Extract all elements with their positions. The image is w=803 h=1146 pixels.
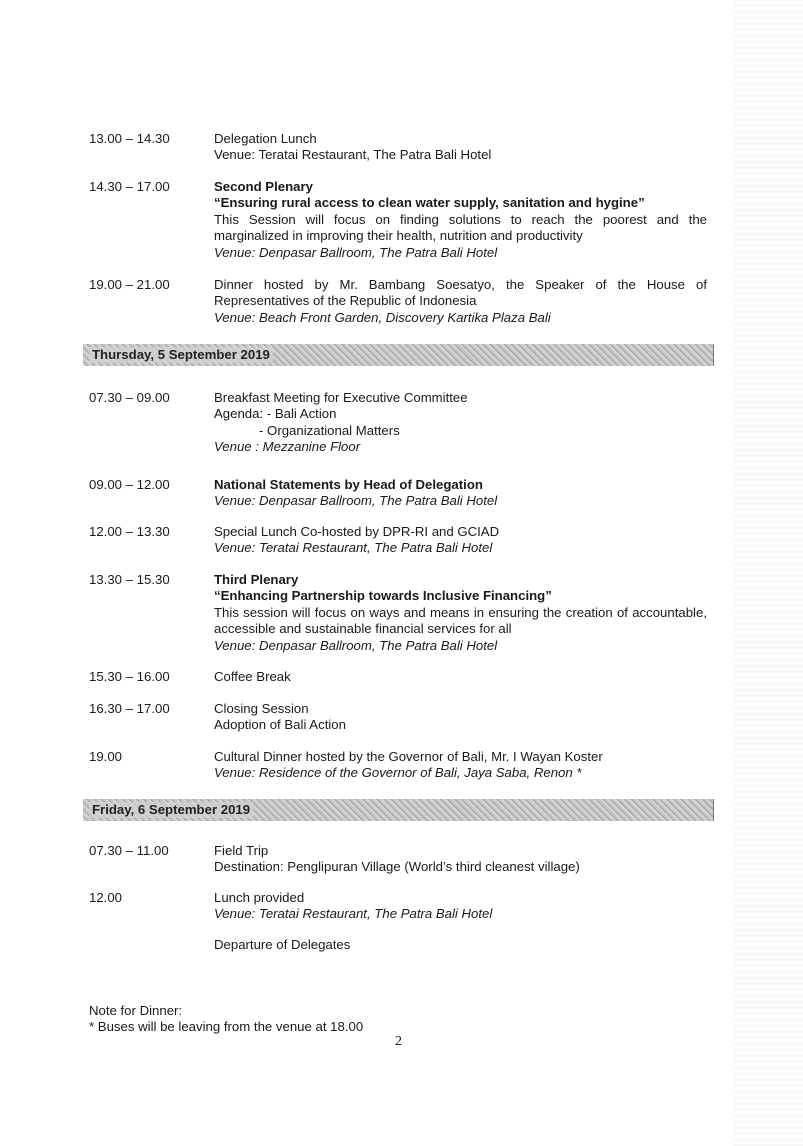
- schedule-detail-line: Third Plenary: [214, 572, 299, 587]
- dinner-note-title: Note for Dinner:: [89, 1003, 183, 1018]
- schedule-time: 16.30 – 17.00: [89, 701, 170, 716]
- schedule-detail-line: Venue: Teratai Restaurant, The Patra Bali Hotel: [214, 906, 493, 922]
- schedule-time: 19.00: [89, 749, 123, 764]
- schedule-details: [214, 749, 707, 782]
- schedule-detail-line: Agenda: - Bali Action: [214, 406, 337, 422]
- schedule-time: 07.30 – 09.00: [89, 390, 170, 405]
- schedule-time: 12.00: [89, 890, 123, 905]
- dinner-note: [89, 1003, 363, 1036]
- schedule-detail-line: Cultural Dinner hosted by the Governor of Bali, Mr. I Wayan Koster: [214, 749, 603, 764]
- schedule-detail-line: Lunch provided: [214, 890, 305, 905]
- schedule-detail-line: Field Trip: [214, 843, 269, 858]
- schedule-details: [214, 937, 707, 953]
- schedule-time: 15.30 – 16.00: [89, 669, 170, 684]
- schedule-time: 09.00 – 12.00: [89, 477, 170, 492]
- page-number: 2: [395, 1034, 402, 1049]
- schedule-details: [214, 277, 707, 326]
- schedule-detail-line: Delegation Lunch: [214, 131, 317, 146]
- schedule-detail-line: Second Plenary: [214, 179, 313, 194]
- scan-edge-texture: [733, 0, 803, 1146]
- schedule-details: [214, 669, 707, 685]
- schedule-details: [214, 890, 707, 923]
- schedule-detail-line: Closing Session: [214, 701, 309, 716]
- schedule-detail-line: Adoption of Bali Action: [214, 717, 346, 733]
- day-header-friday-label: Friday, 6 September 2019: [89, 802, 253, 818]
- schedule-detail-line: Departure of Delegates: [214, 937, 351, 952]
- schedule-details: [214, 524, 707, 557]
- schedule-details: [214, 390, 707, 456]
- schedule-detail-line: Venue: Residence of the Governor of Bali, Jaya Saba, Renon *: [214, 765, 582, 781]
- schedule-time: 14.30 – 17.00: [89, 179, 170, 194]
- schedule-details: [214, 701, 707, 734]
- schedule-detail-line: This session will focus on ways and means in ensuring the creation of accountable, accessible and sustainable financial services for all: [214, 604, 707, 637]
- schedule-detail-line: Coffee Break: [214, 669, 291, 684]
- schedule-time: 13.00 – 14.30: [89, 131, 170, 146]
- schedule-details: [214, 179, 707, 261]
- schedule-detail-line: Venue: Denpasar Ballroom, The Patra Bali Hotel: [214, 493, 498, 509]
- schedule-detail-line: Venue: Beach Front Garden, Discovery Kartika Plaza Bali: [214, 309, 551, 325]
- schedule-detail-line: Venue: Denpasar Ballroom, The Patra Bali Hotel: [214, 637, 498, 653]
- schedule-detail-line: “Enhancing Partnership towards Inclusive Financing”: [214, 588, 552, 604]
- schedule-detail-line: National Statements by Head of Delegation: [214, 477, 483, 492]
- schedule-details: [214, 572, 707, 654]
- day-header-friday: [83, 799, 714, 821]
- day-header-thursday: [83, 344, 714, 366]
- schedule-detail-line: This Session will focus on finding solutions to reach the poorest and the marginalized in improving their health, nutrition and productivity: [214, 211, 707, 244]
- schedule-details: [214, 477, 707, 510]
- dinner-note-text: * Buses will be leaving from the venue at 18.00: [89, 1019, 364, 1035]
- schedule-time: 19.00 – 21.00: [89, 277, 170, 292]
- schedule-details: [214, 843, 707, 876]
- schedule-time: 07.30 – 11.00: [89, 843, 169, 858]
- schedule-time: 12.00 – 13.30: [89, 524, 170, 539]
- schedule-time: 13.30 – 15.30: [89, 572, 170, 587]
- schedule-detail-line: Breakfast Meeting for Executive Committee: [214, 390, 468, 405]
- schedule-detail-line: Special Lunch Co-hosted by DPR-RI and GCIAD: [214, 524, 500, 539]
- schedule-detail-line: Venue: Teratai Restaurant, The Patra Bali Hotel: [214, 540, 493, 556]
- schedule-detail-line: Destination: Penglipuran Village (World’s third cleanest village): [214, 859, 580, 875]
- schedule-detail-line: Venue: Teratai Restaurant, The Patra Bali Hotel: [214, 147, 492, 163]
- schedule-detail-line: - Organizational Matters: [259, 422, 400, 438]
- schedule-detail-line: Dinner hosted by Mr. Bambang Soesatyo, the Speaker of the House of Representatives of the Republic of Indonesia: [214, 277, 707, 309]
- schedule-details: [214, 131, 707, 164]
- schedule-detail-line: “Ensuring rural access to clean water supply, sanitation and hygine”: [214, 195, 645, 211]
- schedule-detail-line: Venue : Mezzanine Floor: [214, 439, 361, 455]
- schedule-detail-line: Venue: Denpasar Ballroom, The Patra Bali Hotel: [214, 244, 498, 260]
- day-header-thursday-label: Thursday, 5 September 2019: [89, 347, 273, 363]
